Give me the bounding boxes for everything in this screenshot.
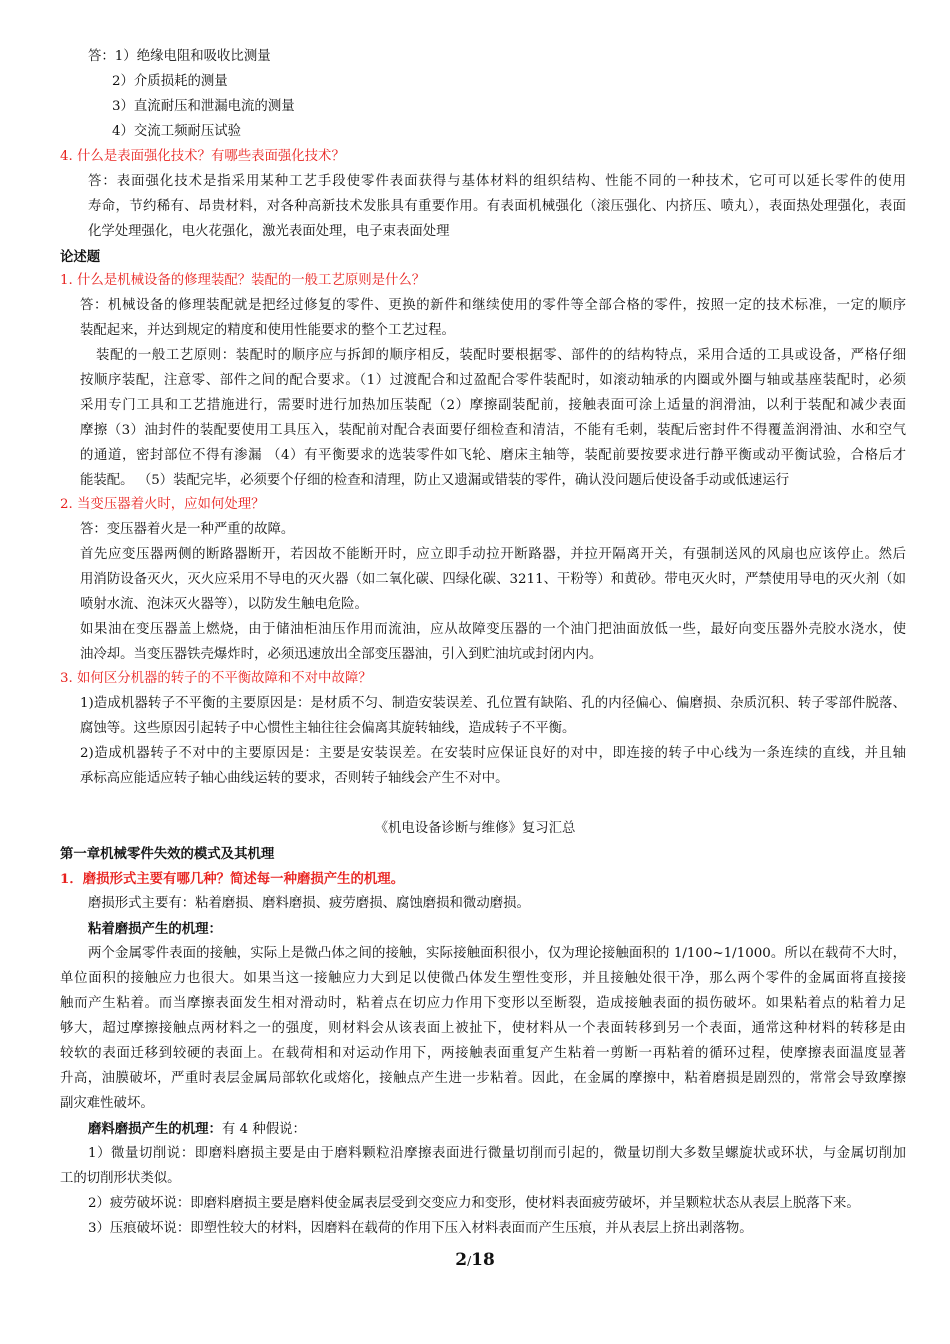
- question-heading: 1. 什么是机械设备的修理装配？装配的一般工艺原则是什么？: [60, 273, 426, 288]
- question-heading: 3. 如何区分机器的转子的不平衡故障和不对中故障？: [60, 671, 372, 686]
- answer-line: 喷射水流、泡沫灭火器等），以防发生触电危险。: [80, 597, 368, 612]
- page-separator: /: [467, 1254, 472, 1268]
- question-heading: 1．磨损形式主要有哪几种？简述每一种磨损产生的机理。: [60, 871, 405, 887]
- answer-line: 寿命，节约稀有、昂贵材料，对各种高新技术发胀具有重要作用。有表面机械强化（滚压强化、内挤压、喷丸），表面热处理强化，表面: [88, 199, 906, 214]
- subheading: 磨料磨损产生的机理：: [88, 1121, 222, 1137]
- body-line: 升高，油膜破坏，严重时表层金属局部软化或熔化，接触点产生进一步粘着。因此，在金属的摩擦中，粘着磨损是剧烈的，常常会导致摩擦: [60, 1071, 906, 1086]
- answer-line: 2)造成机器转子不对中的主要原因是：主要是安装误差。在安装时应保证良好的对中，即连接的转子中心线为一条连续的直线，并且轴: [80, 746, 906, 761]
- answer-line: 1)造成机器转子不平衡的主要原因是：是材质不匀、制造安装误差、孔位置有缺陷、孔的内径偏心、偏磨损、杂质沉积、转子零部件脱落、: [80, 696, 906, 711]
- body-line: 2）疲劳破坏说：即磨料磨损主要是磨料使金属表层受到交变应力和变形，使材料表面疲劳破坏，并呈颗粒状态从表层上脱落下来。: [88, 1196, 860, 1211]
- answer-line: 答：变压器着火是一种严重的故障。: [80, 522, 295, 537]
- answer-line: 2）介质损耗的测量: [112, 74, 228, 89]
- answer-line: 的通道，密封部位不得有渗漏 （4）有平衡要求的选装零件如飞轮、磨床主轴等，装配前要按要求进行静平衡或动平衡试验，合格后才: [80, 448, 906, 463]
- body-line: 触而产生粘着。而当摩擦表面发生相对滑动时，粘着点在切应力作用下变形以至断裂，造成接触表面的损伤破坏。如果粘着点的粘着力足: [60, 996, 906, 1011]
- answer-line: 承标高应能适应转子轴心曲线运转的要求，否则转子轴线会产生不对中。: [80, 771, 509, 786]
- question-heading: 4. 什么是表面强化技术？有哪些表面强化技术？: [60, 149, 345, 164]
- answer-line: 能装配。 （5）装配完毕，必须要个仔细的检查和清理，防止又遗漏或错装的零件，确认没问题后使设备手动或低速运行: [80, 473, 790, 488]
- body-line: 两个金属零件表面的接触，实际上是微凸体之间的接触，实际接触面积很小，仅为理论接触面积的 1/100~1/1000。所以在载荷不大时，: [88, 946, 906, 961]
- answer-line: 答：机械设备的修理装配就是把经过修复的零件、更换的新件和继续使用的零件等全部合格的零件，按照一定的技术标准，一定的顺序: [80, 298, 906, 313]
- chapter-heading: 第一章机械零件失效的模式及其机理: [60, 846, 275, 862]
- answer-line: 装配起来，并达到规定的精度和使用性能要求的整个工艺过程。: [80, 323, 455, 338]
- answer-line: 装配的一般工艺原则：装配时的顺序应与拆卸的顺序相反，装配时要根据零、部件的的结构特点，采用合适的工具或设备，严格仔细: [96, 348, 906, 363]
- answer-line: 采用专门工具和工艺措施进行，需要时进行加热加压装配（2）摩擦副装配前，接触表面可涂上适量的润滑油，以利于装配和减少表面: [80, 398, 906, 413]
- page-number: [0, 1250, 950, 1270]
- body-line: 1）微量切削说：即磨料磨损主要是由于磨料颗粒沿摩擦表面进行微量切削而引起的，微量切削大多数呈螺旋状或环状，与金属切削加: [88, 1146, 906, 1161]
- question-heading: 2. 当变压器着火时，应如何处理？: [60, 497, 265, 512]
- answer-line: 答：1）绝缘电阻和吸收比测量: [88, 49, 271, 64]
- answer-line: 首先应变压器两侧的断路器断开，若因故不能断开时，应立即手动拉开断路器，并拉开隔离开关，有强制送风的风扇也应该停止。然后: [80, 547, 906, 562]
- document-title: 《机电设备诊断与维修》复习汇总: [374, 821, 576, 836]
- answer-line: 如果油在变压器盖上燃烧，由于储油柜油压作用而流油，应从故障变压器的一个油门把油面放低一些，最好向变压器外壳胶水浇水，使: [80, 622, 906, 637]
- answer-line: 摩擦（3）油封件的装配要使用工具压入，装配前对配合表面要仔细检查和清洁，不能有毛刺，装配后密封件不得覆盖润滑油、水和空气: [80, 423, 906, 438]
- body-line: 3）压痕破坏说：即塑性较大的材料，因磨料在载荷的作用下压入材料表面而产生压痕，并从表层上挤出剥落物。: [88, 1221, 753, 1236]
- answer-line: 4）交流工频耐压试验: [112, 124, 242, 139]
- answer-line: 腐蚀等。这些原因引起转子中心惯性主轴往往会偏离其旋转轴线，造成转子不平衡。: [80, 721, 576, 736]
- answer-line: 3）直流耐压和泄漏电流的测量: [112, 99, 295, 114]
- body-line: 够大，超过摩擦接触点两材料之一的强度，则材料会从该表面上被扯下，使材料从一个表面转移到另一个表面，通常这种材料的转移是由: [60, 1021, 906, 1036]
- answer-line: 用消防设备灭火，灭火应采用不导电的灭火器（如二氧化碳、四绿化碳、3211、干粉等）和黄砂。带电灭火时，严禁使用导电的灭火剂（如: [80, 572, 906, 587]
- body-line: 单位面积的接触应力也很大。如果当这一接触应力大到足以使微凸体发生塑性变形，并且接触处很干净，那么两个零件的金属面将直接接: [60, 971, 906, 986]
- answer-line: 化学处理强化，电火花强化，激光表面处理，电子束表面处理: [88, 224, 450, 239]
- body-line: 磨损形式主要有：粘着磨损、磨料磨损、疲劳磨损、腐蚀磨损和微动磨损。: [88, 896, 530, 911]
- answer-line: 按顺序装配，注意零、部件之间的配合要求。（1）过渡配合和过盈配合零件装配时，如滚动轴承的内圈或外圈与轴或基座装配时，必须: [80, 373, 906, 388]
- body-line: 副灾难性破坏。: [60, 1096, 154, 1111]
- body-line: 工的切削形状类似。: [60, 1171, 181, 1186]
- subheading: 粘着磨损产生的机理：: [88, 921, 222, 937]
- answer-line: 答：表面强化技术是指采用某种工艺手段使零件表面获得与基体材料的组织结构、性能不同的一种技术，它可可以延长零件的使用: [88, 174, 906, 189]
- section-heading: 论述题: [60, 249, 101, 265]
- total-pages: 18: [471, 1250, 495, 1270]
- current-page: 2: [455, 1250, 468, 1270]
- subheading-suffix: 有 4 种假说：: [221, 1122, 306, 1137]
- body-line: 较软的表面迁移到较硬的表面上。在载荷相和对运动作用下，两接触表面重复产生粘着一剪断一再粘着的循环过程，使摩擦表面温度显著: [60, 1046, 906, 1061]
- subheading-line: [88, 1120, 306, 1139]
- answer-line: 油冷却。当变压器铁壳爆炸时，必须迅速放出全部变压器油，引入到贮油坑或封闭内内。: [80, 647, 603, 662]
